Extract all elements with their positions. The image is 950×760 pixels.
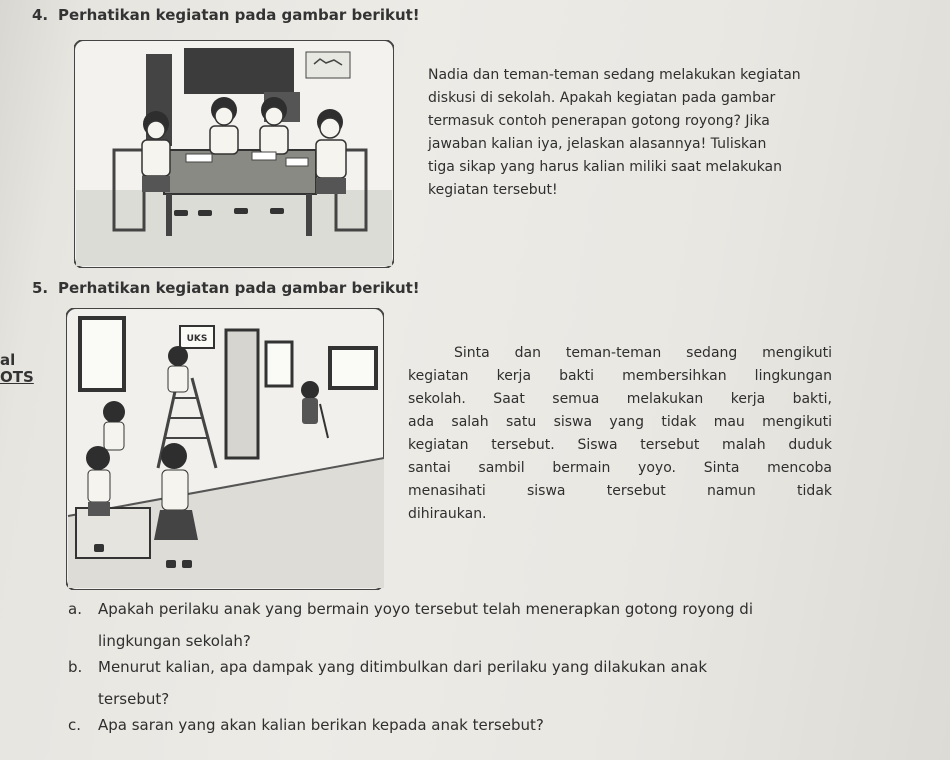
q5-paragraph — [408, 342, 832, 526]
discussion-illustration — [74, 40, 394, 268]
q4-line: tiga sikap yang harus kalian miliki saat melakukan — [428, 159, 783, 175]
q4-line: termasuk contoh penerapan gotong royong? Jika — [428, 113, 770, 129]
q5-line: menasihati siswa tersebut namun tidak — [408, 483, 832, 499]
subquestion-text: Apa saran yang akan kalian berikan kepada anak tersebut? — [98, 716, 544, 734]
q4-heading-text: Perhatikan kegiatan pada gambar berikut! — [58, 6, 420, 24]
q4-line: kegiatan tersebut! — [428, 182, 558, 198]
q5-number: 5. — [32, 279, 49, 297]
side-fragment — [0, 352, 34, 386]
q5-line: kegiatan tersebut. Siswa tersebut malah duduk — [408, 437, 832, 453]
q4-line: Nadia dan teman-teman sedang melakukan kegiatan — [428, 67, 801, 83]
q5-subquestion-c — [68, 714, 888, 736]
clean-up-illustration — [66, 308, 384, 590]
side-fragment-line: OTS — [0, 368, 34, 386]
q5-heading — [32, 279, 420, 297]
q4-number: 4. — [32, 6, 49, 24]
side-fragment-line: al — [0, 351, 16, 369]
subquestion-text: Menurut kalian, apa dampak yang ditimbulkan dari perilaku yang dilakukan anak — [98, 658, 708, 676]
subquestion-text-cont: tersebut? — [98, 690, 170, 708]
q5-subquestion-a — [68, 598, 888, 652]
q4-heading — [32, 6, 420, 24]
q5-subquestion-b — [68, 656, 888, 710]
subquestion-letter: a. — [68, 600, 82, 618]
q4-paragraph — [428, 64, 801, 202]
subquestion-text: Apakah perilaku anak yang bermain yoyo tersebut telah menerapkan gotong royong di — [98, 600, 753, 618]
q4-line: jawaban kalian iya, jelaskan alasannya! Tuliskan — [428, 136, 767, 152]
q5-line: ada salah satu siswa yang tidak mau mengikuti — [408, 414, 832, 430]
wall-sign-text: UKS — [186, 334, 208, 344]
q5-line: santai sambil bermain yoyo. Sinta mencoba — [408, 460, 832, 476]
subquestion-text-cont: lingkungan sekolah? — [98, 632, 251, 650]
q5-line: kegiatan kerja bakti membersihkan lingkungan — [408, 368, 832, 384]
q4-line: diskusi di sekolah. Apakah kegiatan pada gambar — [428, 90, 776, 106]
q5-line: sekolah. Saat semua melakukan kerja bakti, — [408, 391, 832, 407]
q5-line: dihiraukan. — [408, 506, 487, 522]
q5-line: Sinta dan teman-teman sedang mengikuti — [454, 345, 832, 361]
subquestion-letter: b. — [68, 658, 83, 676]
subquestion-letter: c. — [68, 716, 82, 734]
q5-heading-text: Perhatikan kegiatan pada gambar berikut! — [58, 279, 420, 297]
